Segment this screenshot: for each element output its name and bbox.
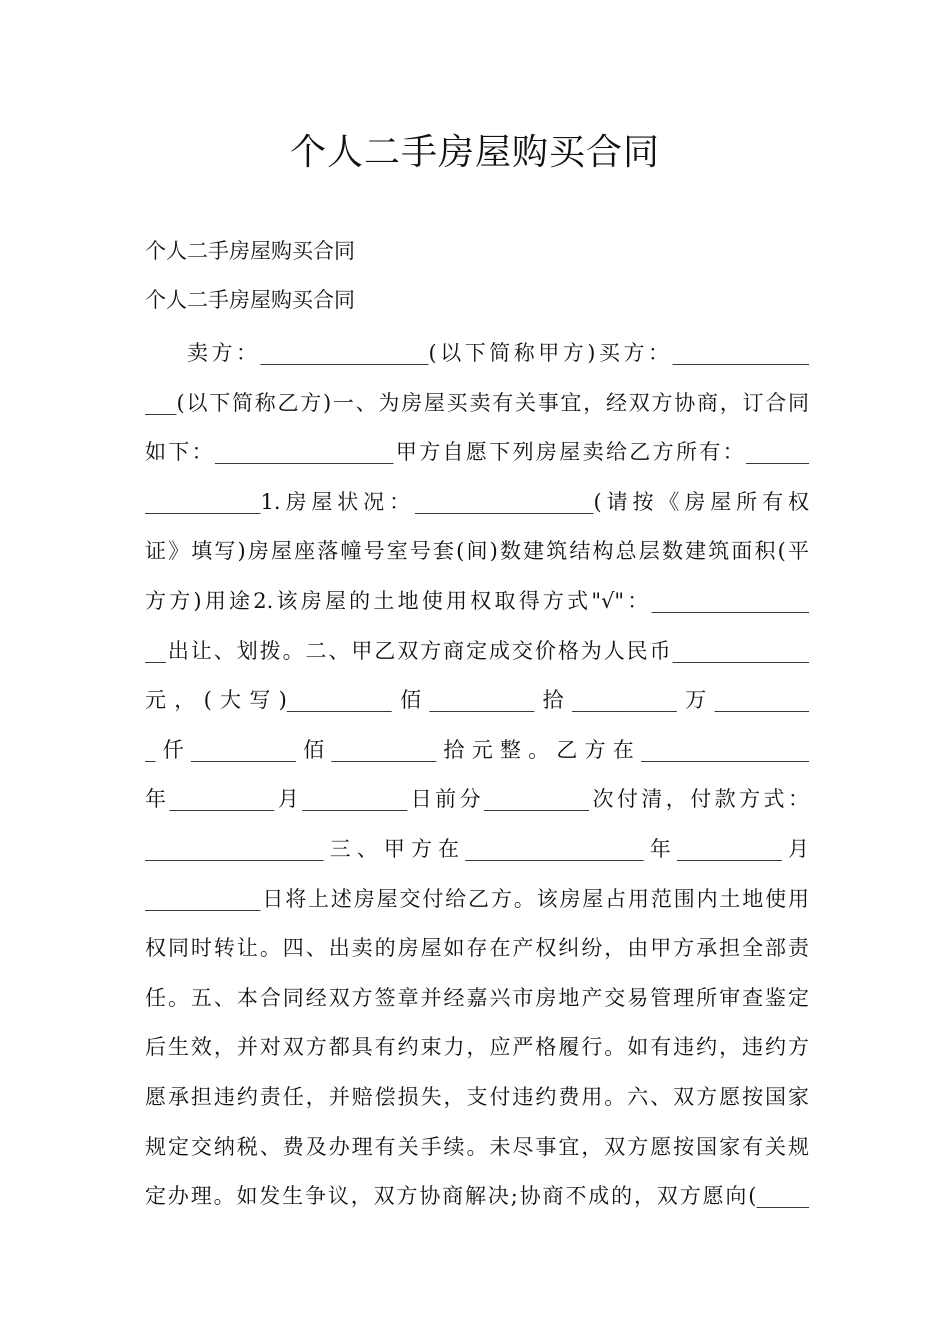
contract-line: 规定交纳税、费及办理有关手续。未尽事宜，双方愿按国家有关规: [145, 1134, 809, 1159]
contract-line: 愿承担违约责任，并赔偿损失，支付违约费用。六、双方愿按国家: [145, 1084, 809, 1109]
contract-line: ___(以下简称乙方)一、为房屋买卖有关事宜，经双方协商，订合同: [145, 390, 809, 415]
contract-line: ___________1.房屋状况：_________________(请按《房屋所有权: [145, 489, 809, 514]
document-subtitle: 个人二手房屋购买合同: [145, 239, 355, 263]
contract-line: _________________三、甲方在_________________年__________月: [145, 836, 809, 861]
contract-line: 卖方：________________(以下简称甲方)买方：_____________: [187, 341, 809, 365]
contract-line: 后生效，并对双方都具有约束力，应严格履行。如有违约，违约方: [145, 1035, 809, 1060]
contract-line: 元，(大写)__________佰__________拾__________万_________: [145, 688, 809, 713]
contract-line: 证》填写)房屋座落幢号室号套(间)数建筑结构总层数建筑面积(平: [145, 539, 809, 564]
contract-line: 年__________月__________日前分__________次付清，付款方式：: [145, 787, 809, 812]
contract-line: _仟__________佰__________拾元整。乙方在________________: [145, 737, 809, 762]
contract-line: __出让、划拨。二、甲乙双方商定成交价格为人民币_____________: [145, 638, 809, 663]
contract-line: 方方)用途2.该房屋的土地使用权取得方式"√"：_______________: [145, 588, 809, 613]
contract-line: 定办理。如发生争议，双方协商解决;协商不成的，双方愿向(_____: [145, 1184, 809, 1209]
document-subtitle-repeat: 个人二手房屋购买合同: [145, 288, 355, 312]
contract-line: ___________日将上述房屋交付给乙方。该房屋占用范围内土地使用: [145, 886, 809, 911]
contract-line: 权同时转让。四、出卖的房屋如存在产权纠纷，由甲方承担全部责: [145, 936, 809, 961]
contract-body: [145, 338, 809, 1231]
contract-line: 如下：_________________甲方自愿下列房屋卖给乙方所有：______: [145, 440, 809, 465]
contract-line: 任。五、本合同经双方签章并经嘉兴市房地产交易管理所审查鉴定: [145, 985, 809, 1010]
document-title: 个人二手房屋购买合同: [289, 132, 660, 173]
